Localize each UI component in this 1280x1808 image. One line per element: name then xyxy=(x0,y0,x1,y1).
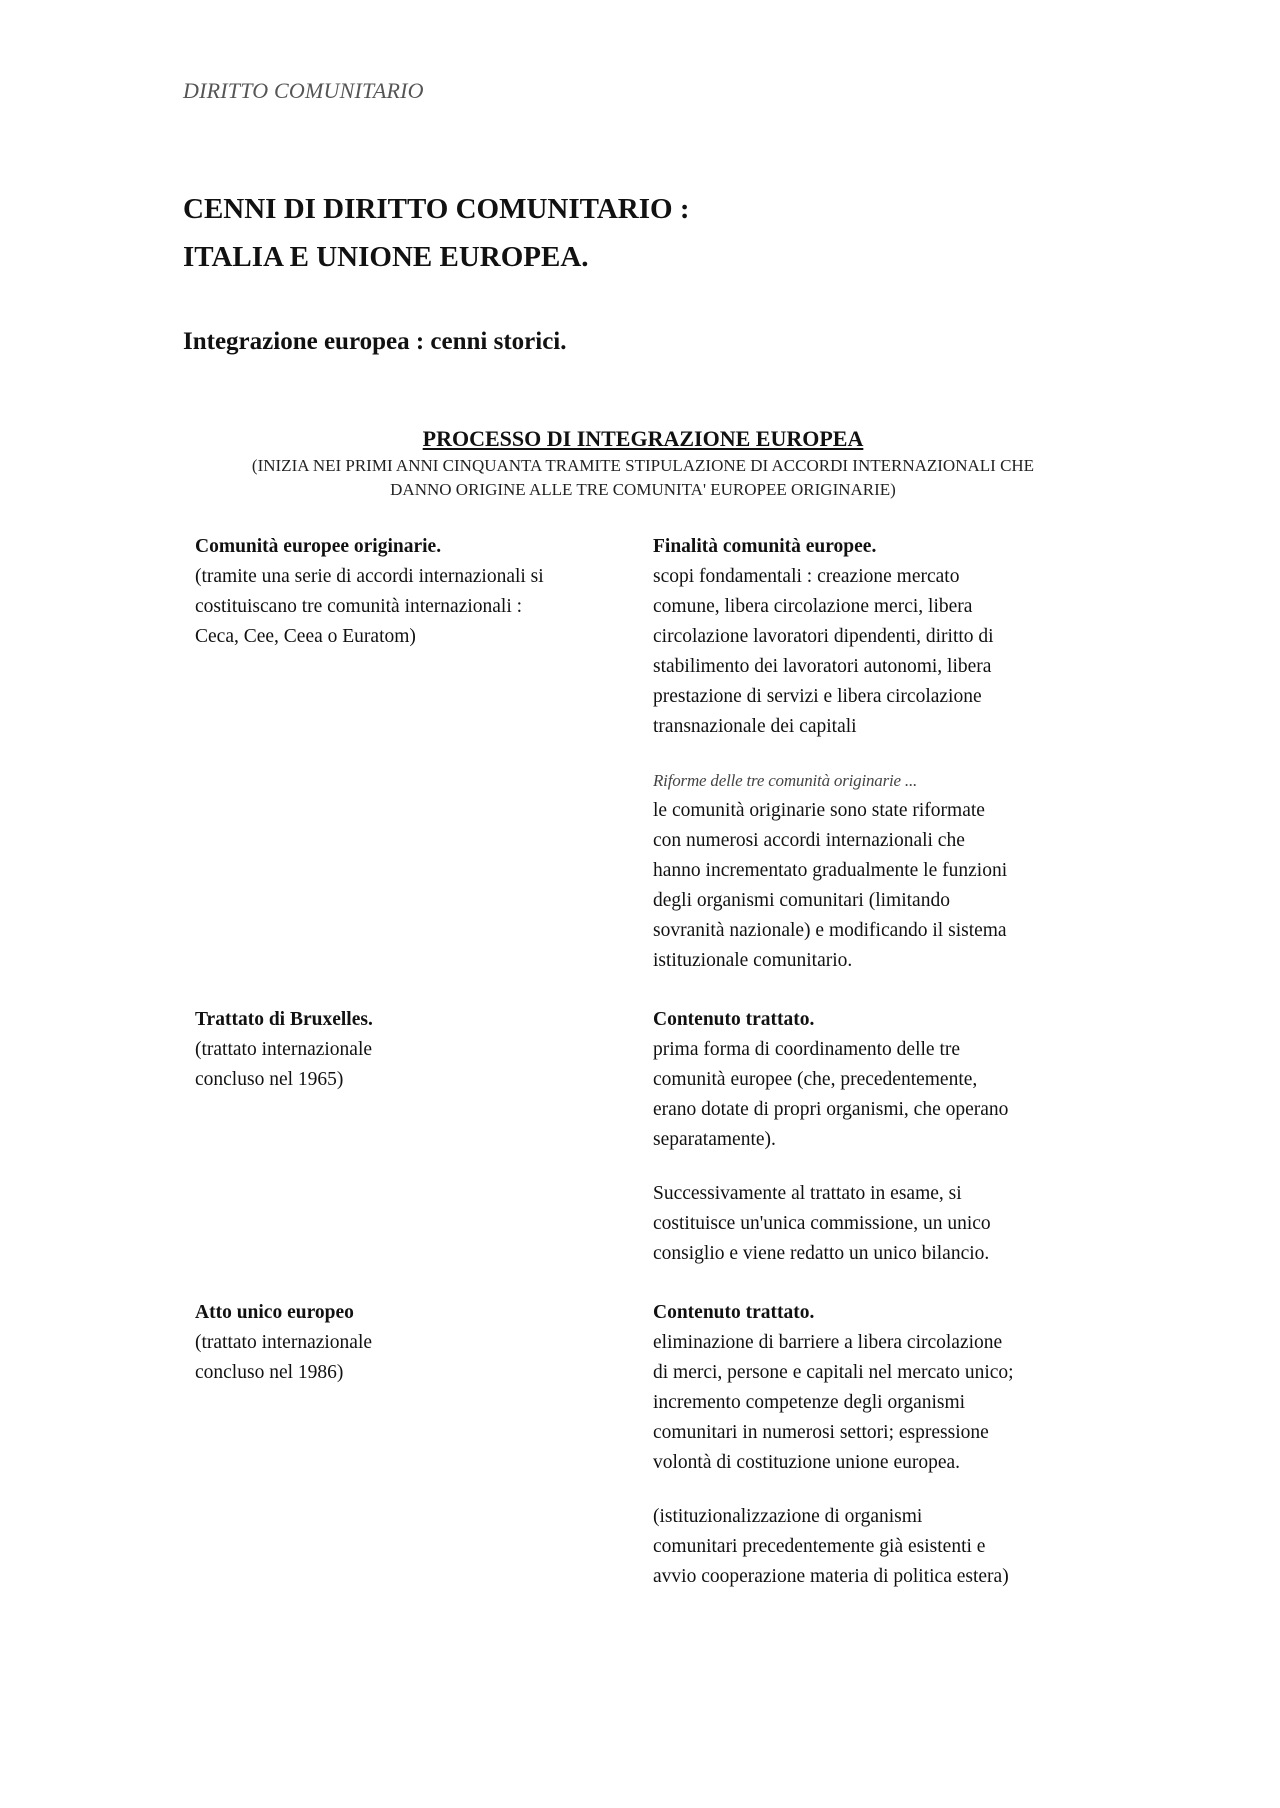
row-left-text: costituiscano tre comunità internazionali : xyxy=(195,596,523,617)
row-right-column xyxy=(653,532,1093,976)
row-right-text: circolazione lavoratori dipendenti, diritto di xyxy=(653,626,994,647)
row-right-title: Contenuto trattato. xyxy=(653,1302,815,1323)
row-right-text: separatamente). xyxy=(653,1129,776,1150)
row-right-subtext: comunitari precedentemente già esistenti e xyxy=(653,1536,986,1557)
process-title: PROCESSO DI INTEGRAZIONE EUROPEA xyxy=(422,426,864,451)
page-title-line-1: CENNI DI DIRITTO COMUNITARIO : xyxy=(183,193,690,225)
section-heading: Integrazione europea : cenni storici. xyxy=(183,328,567,355)
row-right-text: stabilimento dei lavoratori autonomi, libera xyxy=(653,656,992,677)
row-right-subtext: sovranità nazionale) e modificando il sistema xyxy=(653,920,1007,941)
row-right-text: incremento competenze degli organismi xyxy=(653,1392,966,1413)
row-right-subtext: costituisce un'unica commissione, un unico xyxy=(653,1213,991,1234)
row-right-subtext: con numerosi accordi internazionali che xyxy=(653,830,965,851)
row-left-text: (tramite una serie di accordi internazionali si xyxy=(195,566,544,587)
row-right-subtext: (istituzionalizzazione di organismi xyxy=(653,1506,923,1527)
row-right-text: eliminazione di barriere a libera circolazione xyxy=(653,1332,1003,1353)
row-right-subtext: hanno incrementato gradualmente le funzioni xyxy=(653,860,1008,881)
row-right-subtext: avvio cooperazione materia di politica estera) xyxy=(653,1566,1009,1587)
row-left-title: Atto unico europeo xyxy=(195,1302,354,1323)
row-right-subtext: Successivamente al trattato in esame, si xyxy=(653,1183,962,1204)
row-left-text: concluso nel 1986) xyxy=(195,1362,344,1383)
page-title-line-2: ITALIA E UNIONE EUROPEA. xyxy=(183,241,589,273)
row-left-title: Trattato di Bruxelles. xyxy=(195,1009,373,1030)
row-right-text: erano dotate di propri organismi, che operano xyxy=(653,1099,1009,1120)
row-left-column xyxy=(195,1005,635,1095)
row-right-subtext: consiglio e viene redatto un unico bilancio. xyxy=(653,1243,990,1264)
row-right-column xyxy=(653,1298,1093,1592)
row-right-title: Contenuto trattato. xyxy=(653,1009,815,1030)
row-right-text: scopi fondamentali : creazione mercato xyxy=(653,566,960,587)
row-right-text: comunità europee (che, precedentemente, xyxy=(653,1069,978,1090)
row-left-column xyxy=(195,1298,635,1388)
row-left-text: concluso nel 1965) xyxy=(195,1069,344,1090)
row-right-text: volontà di costituzione unione europea. xyxy=(653,1452,961,1473)
row-right-subtext: le comunità originarie sono state riformate xyxy=(653,800,985,821)
process-subtitle-line-1: (INIZIA NEI PRIMI ANNI CINQUANTA TRAMITE STIPULAZIONE DI ACCORDI INTERNAZIONALI CHE xyxy=(251,456,1035,475)
row-right-text: transnazionale dei capitali xyxy=(653,716,857,737)
process-subtitle-line-2: DANNO ORIGINE ALLE TRE COMUNITA' EUROPEE ORIGINARIE) xyxy=(390,480,896,499)
row-right-text: prima forma di coordinamento delle tre xyxy=(653,1039,961,1060)
row-left-text: (trattato internazionale xyxy=(195,1039,373,1060)
page-title xyxy=(183,185,689,281)
paragraph-gap xyxy=(653,1478,1093,1502)
row-right-text: prestazione di servizi e libera circolazione xyxy=(653,686,982,707)
paragraph-gap xyxy=(653,1155,1093,1179)
row-right-subtitle: Riforme delle tre comunità originarie ... xyxy=(653,771,918,790)
row-right-title: Finalità comunità europee. xyxy=(653,536,877,557)
row-right-column xyxy=(653,1005,1093,1269)
row-left-text: (trattato internazionale xyxy=(195,1332,373,1353)
row-right-text: comune, libera circolazione merci, libera xyxy=(653,596,973,617)
running-header: DIRITTO COMUNITARIO xyxy=(183,78,424,103)
row-left-text: Ceca, Cee, Ceea o Euratom) xyxy=(195,626,416,647)
row-right-text: comunitari in numerosi settori; espressione xyxy=(653,1422,989,1443)
row-right-subtext: istituzionale comunitario. xyxy=(653,950,853,971)
row-right-text: di merci, persone e capitali nel mercato unico; xyxy=(653,1362,1014,1383)
row-left-column xyxy=(195,532,635,652)
process-heading-block xyxy=(183,424,1103,502)
row-left-title: Comunità europee originarie. xyxy=(195,536,442,557)
paragraph-gap xyxy=(653,742,1093,766)
row-right-subtext: degli organismi comunitari (limitando xyxy=(653,890,950,911)
